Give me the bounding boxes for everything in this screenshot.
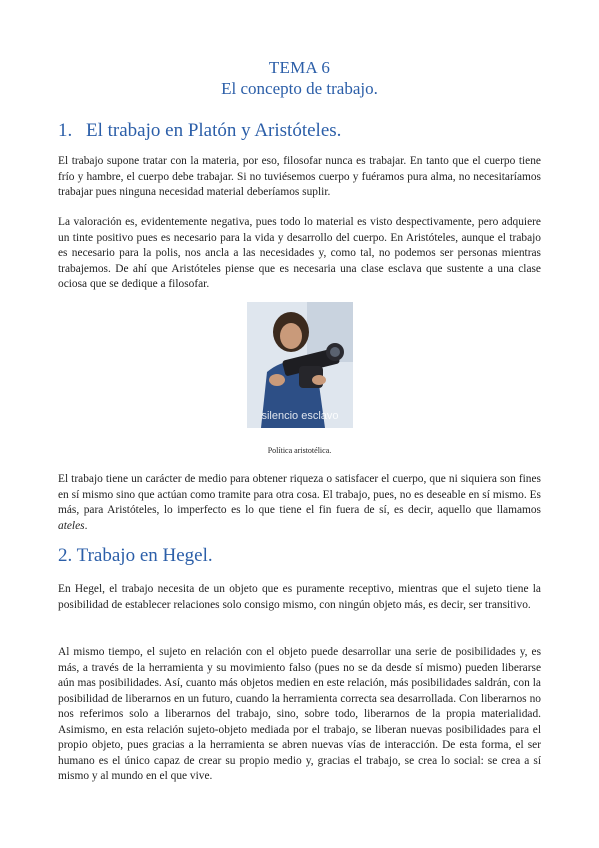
section-1-paragraph-1: El trabajo supone tratar con la materia, por eso, filosofar nunca es trabajar. En tanto que el cuerpo tiene frío y hambre, el cuerpo debe trabajar. Si no tuviésemos cuerpo y fuéramos pura alma, no necesitaríamos trabajar pues ninguna necesidad material deberíamos suplir. — [58, 155, 541, 198]
topic-title: TEMA 6 — [268, 58, 331, 77]
section-2-number: 2. — [58, 545, 73, 566]
topic-subtitle: El concepto de trabajo. — [221, 79, 378, 98]
section-2-heading — [58, 545, 213, 567]
figure-caption: Política aristotélica. — [267, 446, 332, 455]
section-2-paragraph-1: En Hegel, el trabajo necesita de un objeto que es puramente receptivo, mientras que el sujeto tiene la posibilidad de establecer relaciones solo consigo mismo, con ningún objeto más, es decir, ser transitivo. — [58, 583, 541, 611]
section-1-paragraph-3 — [58, 472, 541, 534]
section-1-paragraph-2: La valoración es, evidentemente negativa, pues todo lo material es visto despectivamente, pero adquiere un tinte positivo pues es necesario para la vida y desarrollo del cuerpo. En Aristóteles, aunque el trabajo es necesario para la polis, nos ancla a las necesidades y, como tal, no podemos ser personas mientras trabajemos. De ahí que Aristóteles piense que es necesaria una clase esclava que sustente a una clase ociosa que se dedique a filosofar. — [58, 216, 541, 290]
section-1-heading — [58, 120, 341, 142]
section-1-number: 1. — [58, 120, 73, 141]
image-watermark: silencio esclavo — [261, 410, 339, 422]
section-2-title: Trabajo en Hegel. — [76, 545, 213, 566]
paragraph-3-end: . — [84, 519, 88, 532]
ateles-term: ateles — [58, 519, 85, 532]
illustration-image — [247, 302, 353, 428]
paragraph-3-text: El trabajo tiene un carácter de medio para obtener riqueza o satisfacer el cuerpo, que ni siquiera son fines en sí mismo sino que actúan como tramite para otra cosa. El trabajo, pues, no es deseable en sí mismo. Es más, para Aristóteles, lo imperfecto es lo que tiene el fin fuera de sí, es decir, aquello que llamamos — [58, 473, 541, 516]
section-1-title: El trabajo en Platón y Aristóteles. — [86, 120, 342, 141]
section-2-paragraph-2: Al mismo tiempo, el sujeto en relación con el objeto puede desarrollar una serie de posibilidades y, es más, a través de la herramienta y su movimiento falso (pues no se da desde sí mismo) pueden liberarse aún mas posibilidades. Así, cuanto más objetos medien en este relación, más posibilidades saldrán, con la posibilidad de liberarnos en un futuro, cuando la herramienta correcta sea desarrollada. Con liberarnos no nos referimos solo a liberarnos del trabajo, sino, sobre todo, liberarnos de la propia materialidad. Asimismo, en esta relación sujeto-objeto mediada por el trabajo, se liberan nuevas posibilidades para el propio objeto, pues gracias a la herramienta se abren nuevas vías de interacción. De esta forma, el ser humano es el único capaz de crear su propio medio y, gracias el trabajo, se crea lo social: se crea a sí mismo y al mundo en el que vive. — [58, 646, 541, 782]
